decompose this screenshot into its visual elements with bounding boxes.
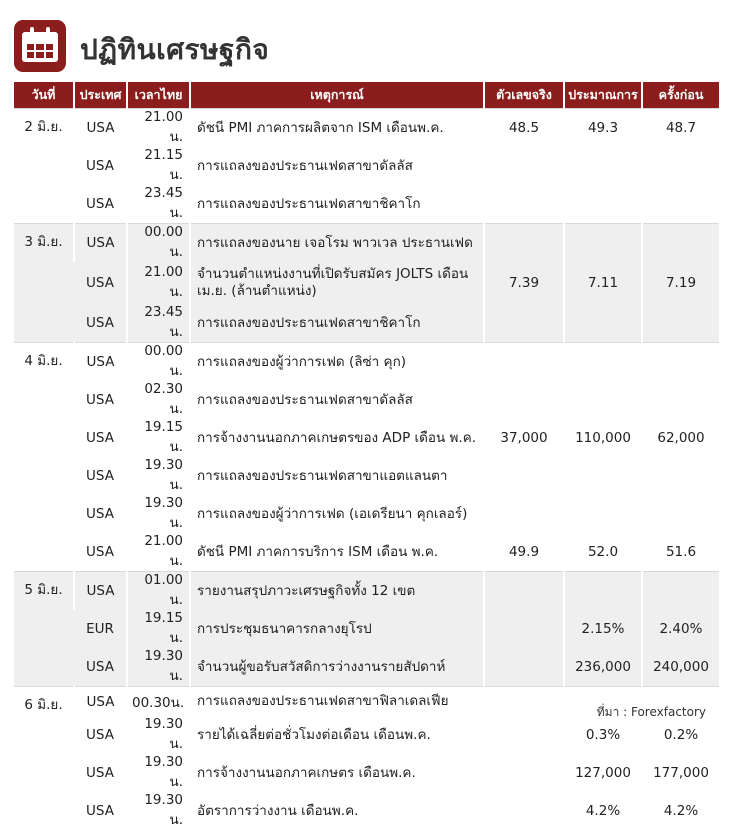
time-cell: 00.00 น. <box>127 343 190 382</box>
previous-cell: 0.2% <box>642 716 719 754</box>
time-cell: 01.00 น. <box>127 572 190 611</box>
actual-cell: 49.9 <box>484 533 564 572</box>
date-cell: 6 มิ.ย. <box>14 687 74 830</box>
forecast-cell <box>564 457 642 495</box>
table-row <box>14 381 719 419</box>
country-cell: USA <box>74 648 127 687</box>
table-row <box>14 304 719 343</box>
table-row <box>14 185 719 224</box>
actual-cell <box>484 224 564 263</box>
event-cell: การจ้างงานนอกภาคเกษตร เดือนพ.ค. <box>190 754 484 792</box>
table-row <box>14 495 719 533</box>
event-cell: การประชุมธนาคารกลางยุโรป <box>190 610 484 648</box>
actual-cell <box>484 648 564 687</box>
time-cell: 00.30น. <box>127 687 190 717</box>
forecast-cell <box>564 572 642 611</box>
col-header-forecast: ประมาณการ <box>564 82 642 109</box>
actual-cell <box>484 754 564 792</box>
event-cell: การแถลงของผู้ว่าการเฟด (เอเดรียนา คุกเลอร์) <box>190 495 484 533</box>
page-title: ปฏิทินเศรษฐกิจ <box>80 28 269 72</box>
time-cell: 21.15 น. <box>127 147 190 185</box>
table-row <box>14 109 719 148</box>
actual-cell: 48.5 <box>484 109 564 148</box>
page-header <box>14 18 714 74</box>
event-cell: การแถลงของประธานเฟดสาขาดัลลัส <box>190 147 484 185</box>
actual-cell <box>484 495 564 533</box>
forecast-cell <box>564 224 642 263</box>
country-cell: USA <box>74 533 127 572</box>
country-cell: USA <box>74 304 127 343</box>
forecast-cell: 236,000 <box>564 648 642 687</box>
previous-cell <box>642 304 719 343</box>
table-row <box>14 754 719 792</box>
previous-cell: 51.6 <box>642 533 719 572</box>
date-cell: 5 มิ.ย. <box>14 572 74 687</box>
actual-cell <box>484 304 564 343</box>
country-cell: USA <box>74 109 127 148</box>
event-cell: การแถลงของประธานเฟดสาขาชิคาโก <box>190 185 484 224</box>
col-header-date: วันที่ <box>14 82 74 109</box>
table-row <box>14 147 719 185</box>
forecast-cell <box>564 185 642 224</box>
event-cell: ดัชนี PMI ภาคการผลิตจาก ISM เดือนพ.ค. <box>190 109 484 148</box>
previous-cell <box>642 224 719 263</box>
time-cell: 19.15 น. <box>127 610 190 648</box>
actual-cell <box>484 687 564 717</box>
time-cell: 21.00 น. <box>127 533 190 572</box>
forecast-cell: 52.0 <box>564 533 642 572</box>
table-row <box>14 419 719 457</box>
table-row <box>14 224 719 263</box>
forecast-cell: 2.15% <box>564 610 642 648</box>
event-cell: ดัชนี PMI ภาคการบริการ ISM เดือน พ.ค. <box>190 533 484 572</box>
forecast-cell <box>564 495 642 533</box>
time-cell: 23.45 น. <box>127 304 190 343</box>
time-cell: 19.30 น. <box>127 716 190 754</box>
country-cell: USA <box>74 792 127 830</box>
actual-cell <box>484 572 564 611</box>
forecast-cell <box>564 343 642 382</box>
actual-cell <box>484 185 564 224</box>
previous-cell <box>642 185 719 224</box>
time-cell: 19.30 น. <box>127 754 190 792</box>
previous-cell <box>642 381 719 419</box>
table-row <box>14 648 719 687</box>
actual-cell <box>484 716 564 754</box>
time-cell: 02.30 น. <box>127 381 190 419</box>
event-cell: อัตราการว่างงาน เดือนพ.ค. <box>190 792 484 830</box>
previous-cell: 177,000 <box>642 754 719 792</box>
previous-cell: 2.40% <box>642 610 719 648</box>
country-cell: USA <box>74 343 127 382</box>
calendar-icon <box>14 20 66 72</box>
forecast-cell <box>564 304 642 343</box>
country-cell: EUR <box>74 610 127 648</box>
table-header-row <box>14 82 719 109</box>
event-cell: การแถลงของประธานเฟดสาขาชิคาโก <box>190 304 484 343</box>
forecast-cell: 49.3 <box>564 109 642 148</box>
country-cell: USA <box>74 381 127 419</box>
event-cell: การจ้างงานนอกภาคเกษตรของ ADP เดือน พ.ค. <box>190 419 484 457</box>
table-row <box>14 262 719 304</box>
table-row <box>14 343 719 382</box>
col-header-country: ประเทศ <box>74 82 127 109</box>
actual-cell: 7.39 <box>484 262 564 304</box>
table-row <box>14 610 719 648</box>
country-cell: USA <box>74 687 127 717</box>
previous-cell: 7.19 <box>642 262 719 304</box>
time-cell: 19.30 น. <box>127 495 190 533</box>
country-cell: USA <box>74 185 127 224</box>
date-cell: 3 มิ.ย. <box>14 224 74 343</box>
col-header-time: เวลาไทย <box>127 82 190 109</box>
event-cell: การแถลงของประธานเฟดสาขาแอตแลนตา <box>190 457 484 495</box>
time-cell: 19.30 น. <box>127 648 190 687</box>
forecast-cell: 0.3% <box>564 716 642 754</box>
table-row <box>14 792 719 830</box>
actual-cell <box>484 343 564 382</box>
previous-cell <box>642 495 719 533</box>
time-cell: 23.45 น. <box>127 185 190 224</box>
actual-cell <box>484 792 564 830</box>
country-cell: USA <box>74 224 127 263</box>
actual-cell: 37,000 <box>484 419 564 457</box>
event-cell: รายงานสรุปภาวะเศรษฐกิจทั้ง 12 เขต <box>190 572 484 611</box>
actual-cell <box>484 381 564 419</box>
time-cell: 19.30 น. <box>127 457 190 495</box>
time-cell: 19.30 น. <box>127 792 190 830</box>
previous-cell <box>642 572 719 611</box>
country-cell: USA <box>74 147 127 185</box>
event-cell: จำนวนตำแหน่งงานที่เปิดรับสมัคร JOLTS เดือนเม.ย. (ล้านตำแหน่ง) <box>190 262 484 304</box>
country-cell: USA <box>74 457 127 495</box>
time-cell: 00.00 น. <box>127 224 190 263</box>
event-cell: การแถลงของประธานเฟดสาขาดัลลัส <box>190 381 484 419</box>
country-cell: USA <box>74 754 127 792</box>
event-cell: การแถลงของผู้ว่าการเฟด (ลิซ่า คุก) <box>190 343 484 382</box>
date-cell: 2 มิ.ย. <box>14 109 74 224</box>
time-cell: 21.00 น. <box>127 109 190 148</box>
event-cell: การแถลงของประธานเฟดสาขาฟิลาเดลเฟีย <box>190 687 484 717</box>
country-cell: USA <box>74 419 127 457</box>
time-cell: 21.00 น. <box>127 262 190 304</box>
previous-cell: 48.7 <box>642 109 719 148</box>
country-cell: USA <box>74 262 127 304</box>
time-cell: 19.15 น. <box>127 419 190 457</box>
table-row <box>14 457 719 495</box>
event-cell: รายได้เฉลี่ยต่อชั่วโมงต่อเดือน เดือนพ.ค. <box>190 716 484 754</box>
event-cell: การแถลงของนาย เจอโรม พาวเวล ประธานเฟด <box>190 224 484 263</box>
country-cell: USA <box>74 495 127 533</box>
forecast-cell: 127,000 <box>564 754 642 792</box>
previous-cell: 4.2% <box>642 792 719 830</box>
table-row <box>14 572 719 611</box>
previous-cell: 62,000 <box>642 419 719 457</box>
forecast-cell <box>564 381 642 419</box>
forecast-cell: 4.2% <box>564 792 642 830</box>
col-header-previous: ครั้งก่อน <box>642 82 719 109</box>
actual-cell <box>484 610 564 648</box>
actual-cell <box>484 457 564 495</box>
country-cell: USA <box>74 572 127 611</box>
previous-cell <box>642 147 719 185</box>
previous-cell: 240,000 <box>642 648 719 687</box>
actual-cell <box>484 147 564 185</box>
source-note: ที่มา : Forexfactory <box>597 703 706 722</box>
event-cell: จำนวนผู้ขอรับสวัสดิการว่างงานรายสัปดาห์ <box>190 648 484 687</box>
forecast-cell <box>564 147 642 185</box>
country-cell: USA <box>74 716 127 754</box>
previous-cell <box>642 457 719 495</box>
table-row <box>14 533 719 572</box>
forecast-cell: 7.11 <box>564 262 642 304</box>
col-header-actual: ตัวเลขจริง <box>484 82 564 109</box>
previous-cell <box>642 343 719 382</box>
forecast-cell: 110,000 <box>564 419 642 457</box>
date-cell: 4 มิ.ย. <box>14 343 74 572</box>
col-header-event: เหตุการณ์ <box>190 82 484 109</box>
